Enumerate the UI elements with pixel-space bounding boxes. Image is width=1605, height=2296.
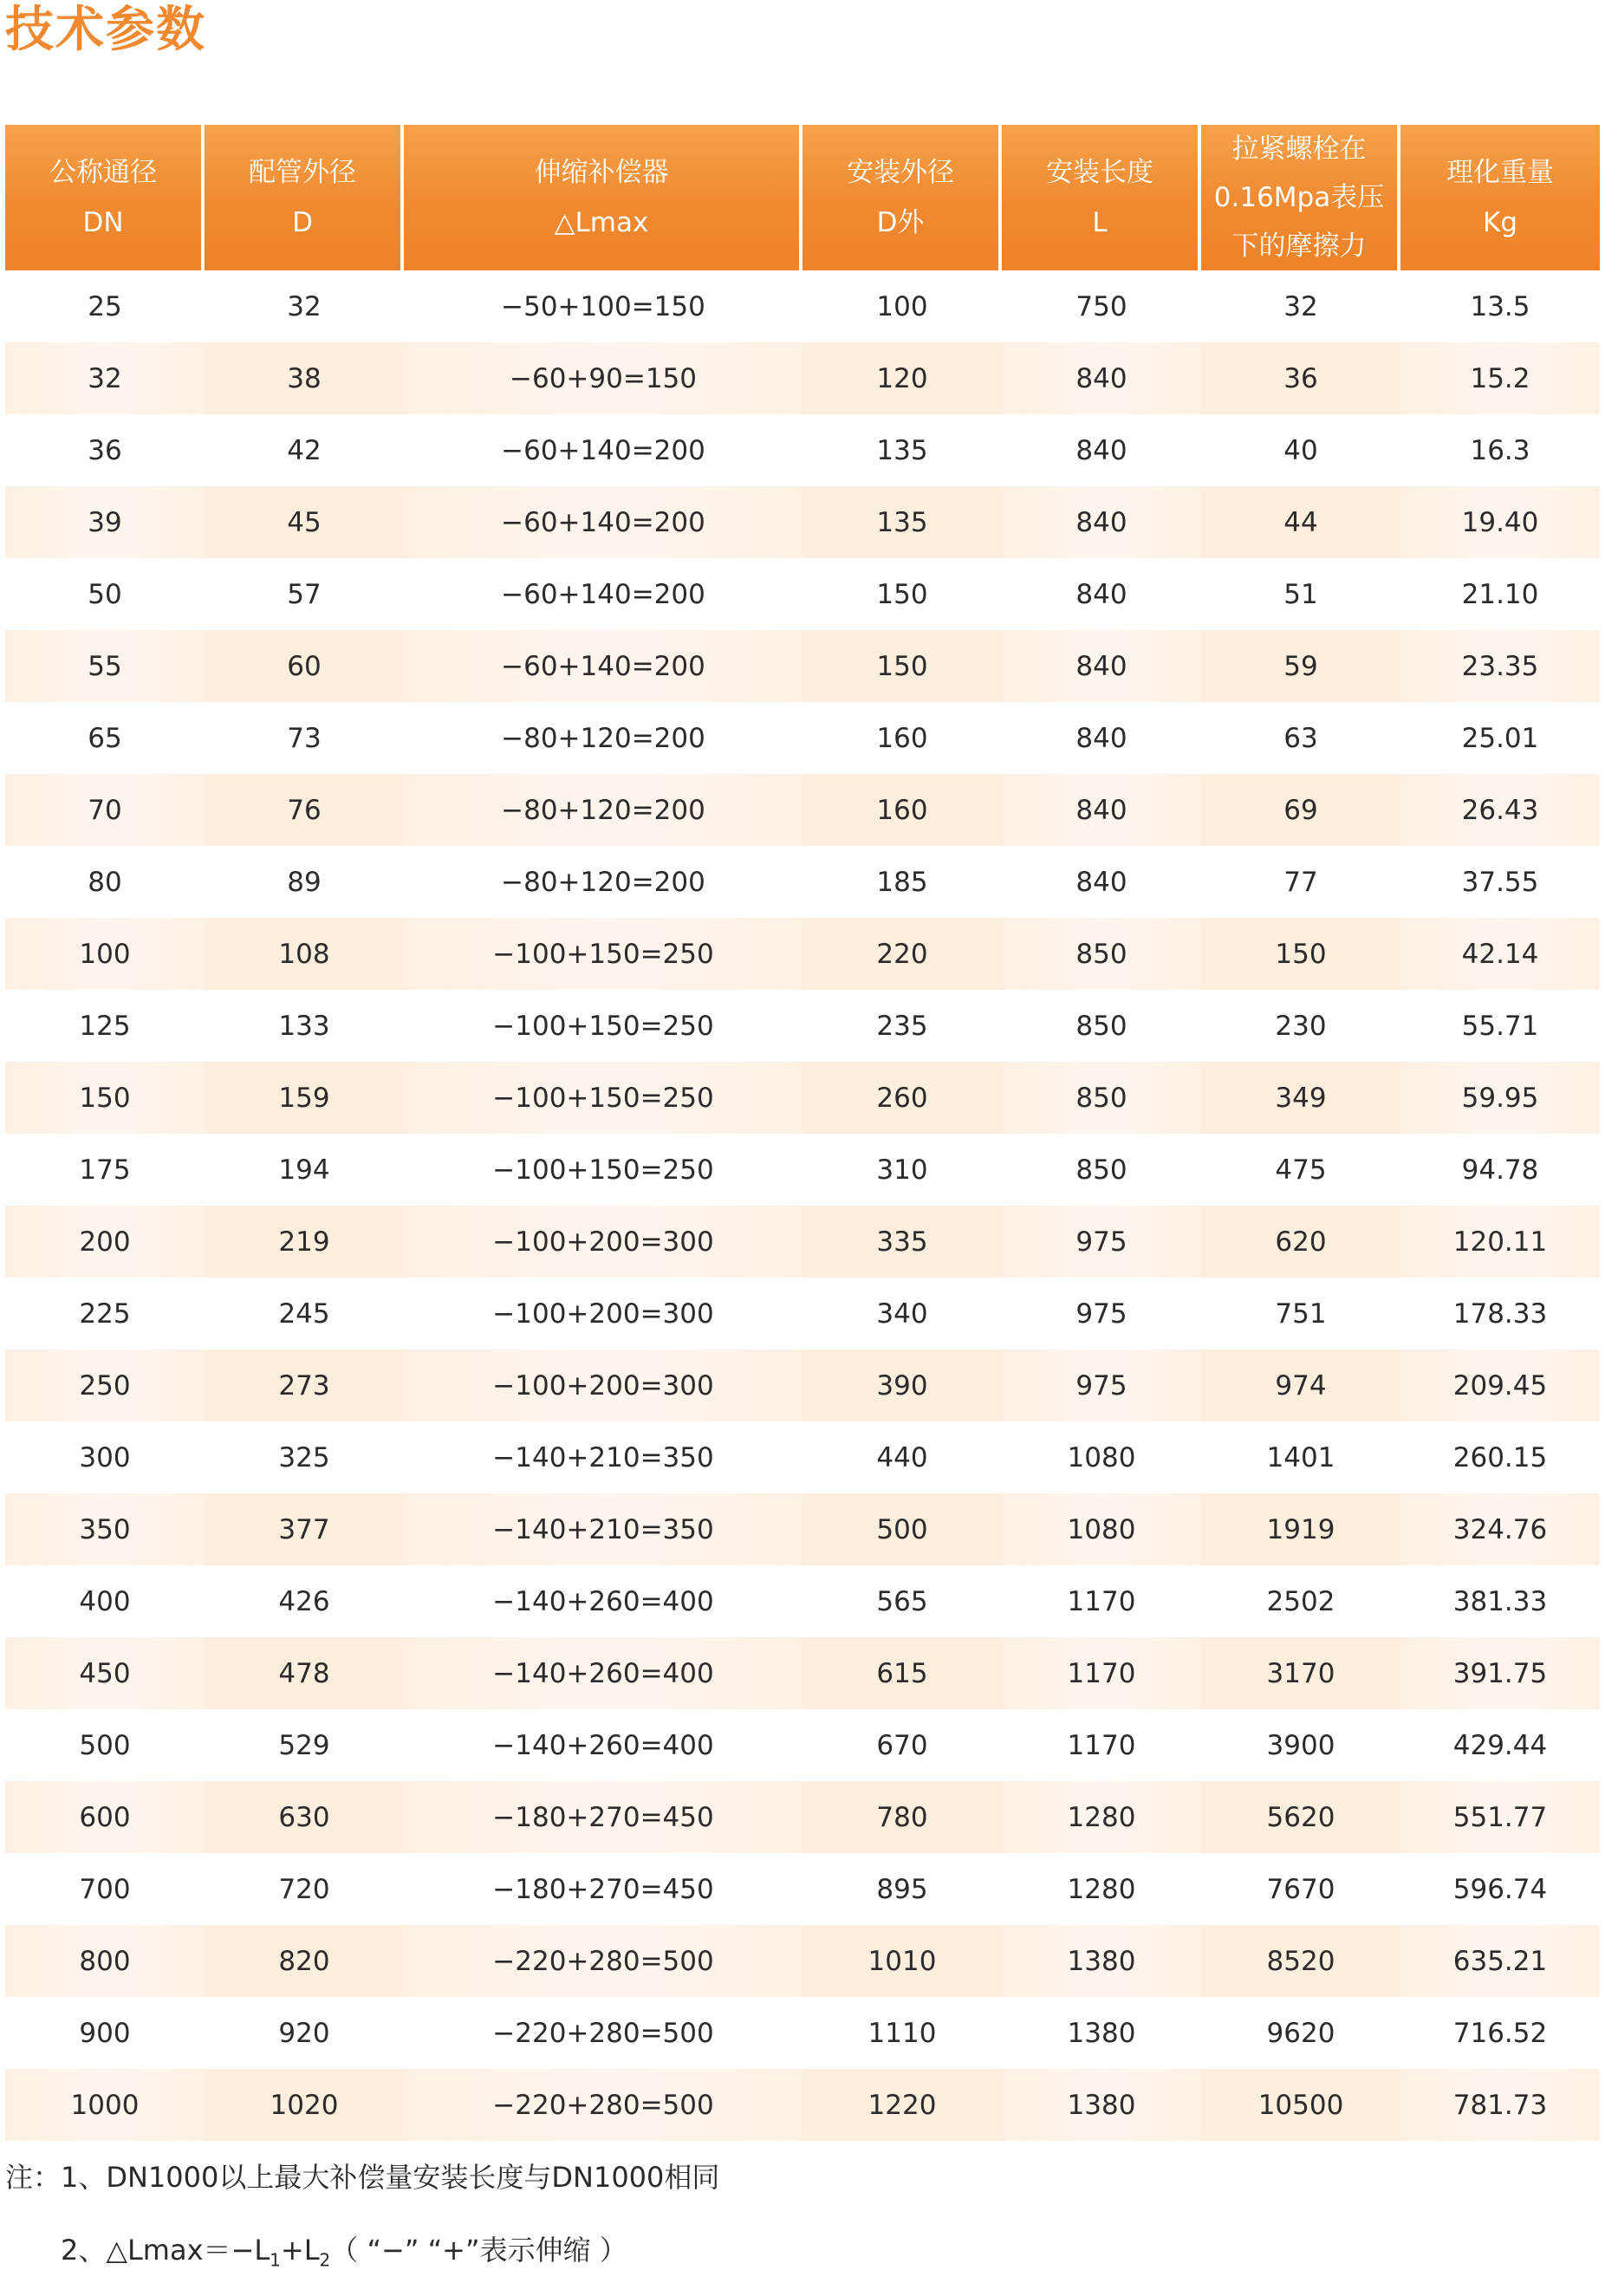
cell-weight: 21.10 xyxy=(1461,578,1539,610)
cell-weight: 324.76 xyxy=(1400,1493,1600,1565)
cell-friction: 10500 xyxy=(1201,2069,1400,2141)
cell-weight: 209.45 xyxy=(1400,1350,1600,1421)
cell-compensation: −140+260=400 xyxy=(492,1729,714,1761)
table-row xyxy=(5,990,1600,1062)
cell-pipe-od: 76 xyxy=(205,774,404,846)
cell-compensation: −140+210=350 xyxy=(404,1493,802,1565)
cell-friction: 77 xyxy=(1283,866,1318,898)
cell-install-od: 1110 xyxy=(867,2017,937,2049)
cell-friction: 349 xyxy=(1201,1062,1400,1134)
cell-install-od: 500 xyxy=(802,1493,1002,1565)
cell-compensation: −60+90=150 xyxy=(404,342,802,414)
cell-dn: 36 xyxy=(88,434,122,466)
header-label: 安装长度 xyxy=(1046,157,1153,188)
header-install-length xyxy=(1002,125,1201,270)
cell-weight: 381.33 xyxy=(1452,1585,1548,1617)
table-row xyxy=(5,1853,1600,1925)
cell-dn: 900 xyxy=(79,2017,131,2049)
cell-dn: 150 xyxy=(5,1062,205,1134)
cell-friction: 1919 xyxy=(1201,1493,1400,1565)
header-unit: Kg xyxy=(1482,207,1517,238)
cell-install-od: 235 xyxy=(876,1010,928,1042)
cell-install-od: 150 xyxy=(802,630,1002,702)
cell-friction: 751 xyxy=(1275,1298,1327,1330)
header-label: 公称通径 xyxy=(49,157,157,188)
cell-compensation: −220+280=500 xyxy=(492,2017,714,2049)
cell-install-od: 135 xyxy=(802,486,1002,558)
cell-weight: 26.43 xyxy=(1400,774,1600,846)
cell-pipe-od: 273 xyxy=(205,1350,404,1421)
table-row xyxy=(5,1350,1600,1421)
table-row xyxy=(5,1493,1600,1565)
cell-install-length: 850 xyxy=(1002,918,1201,990)
cell-pipe-od: 159 xyxy=(205,1062,404,1134)
cell-pipe-od: 377 xyxy=(205,1493,404,1565)
table-row xyxy=(5,1997,1600,2069)
cell-pipe-od: 57 xyxy=(287,578,322,610)
cell-compensation: −100+150=250 xyxy=(492,1154,714,1186)
table-row xyxy=(5,1637,1600,1709)
cell-weight: 25.01 xyxy=(1461,722,1539,754)
cell-weight: 391.75 xyxy=(1400,1637,1600,1709)
cell-compensation: −100+150=250 xyxy=(404,1062,802,1134)
cell-compensation: −140+210=350 xyxy=(492,1441,714,1473)
header-label: 伸缩补偿器 xyxy=(534,157,669,188)
cell-install-od: 310 xyxy=(876,1154,928,1186)
note-1: 注：1、DN1000以上最大补偿量安装长度与DN1000相同 xyxy=(5,2161,720,2194)
cell-weight: 429.44 xyxy=(1452,1729,1548,1761)
cell-install-od: 390 xyxy=(802,1350,1002,1421)
header-install-od xyxy=(802,125,1002,270)
table-row xyxy=(5,414,1600,486)
cell-install-length: 1380 xyxy=(1067,2017,1136,2049)
cell-install-length: 840 xyxy=(1075,866,1127,898)
cell-weight: 716.52 xyxy=(1452,2017,1548,2049)
table-row xyxy=(5,1781,1600,1853)
cell-compensation: −60+140=200 xyxy=(404,486,802,558)
header-unit: D外 xyxy=(876,207,925,238)
cell-friction: 2502 xyxy=(1266,1585,1335,1617)
cell-dn: 175 xyxy=(79,1154,131,1186)
cell-compensation: −180+270=450 xyxy=(404,1781,802,1853)
cell-dn: 70 xyxy=(5,774,205,846)
table-row xyxy=(5,342,1600,414)
cell-compensation: −60+140=200 xyxy=(501,578,705,610)
cell-friction: 150 xyxy=(1201,918,1400,990)
cell-friction: 620 xyxy=(1201,1206,1400,1278)
cell-dn: 50 xyxy=(88,578,122,610)
cell-install-length: 1380 xyxy=(1002,1925,1201,1997)
table-body xyxy=(5,270,1600,2141)
cell-friction: 230 xyxy=(1275,1010,1327,1042)
cell-pipe-od: 820 xyxy=(205,1925,404,1997)
cell-pipe-od: 325 xyxy=(278,1441,330,1473)
cell-pipe-od: 426 xyxy=(278,1585,330,1617)
cell-pipe-od: 38 xyxy=(205,342,404,414)
cell-install-length: 1170 xyxy=(1067,1585,1136,1617)
cell-friction: 69 xyxy=(1201,774,1400,846)
page-title: 技术参数 xyxy=(5,2,206,58)
cell-pipe-od: 478 xyxy=(205,1637,404,1709)
cell-compensation: −180+270=450 xyxy=(492,1873,714,1905)
cell-dn: 25 xyxy=(88,290,122,322)
header-unit: L xyxy=(1092,207,1108,238)
table-row xyxy=(5,1206,1600,1278)
cell-install-length: 840 xyxy=(1002,486,1201,558)
cell-install-length: 840 xyxy=(1075,578,1127,610)
cell-compensation: −100+150=250 xyxy=(404,918,802,990)
header-dn xyxy=(5,125,205,270)
cell-pipe-od: 32 xyxy=(287,290,322,322)
cell-friction: 44 xyxy=(1201,486,1400,558)
cell-friction: 1401 xyxy=(1266,1441,1335,1473)
header-label: 安装外径 xyxy=(847,157,954,188)
cell-weight: 13.5 xyxy=(1470,290,1530,322)
table-row xyxy=(5,774,1600,846)
cell-install-length: 975 xyxy=(1002,1206,1201,1278)
cell-friction: 9620 xyxy=(1266,2017,1335,2049)
cell-pipe-od: 194 xyxy=(278,1154,330,1186)
notes xyxy=(5,2141,719,2296)
cell-install-od: 895 xyxy=(876,1873,928,1905)
cell-weight: 19.40 xyxy=(1400,486,1600,558)
cell-install-od: 670 xyxy=(876,1729,928,1761)
cell-compensation: −60+140=200 xyxy=(404,630,802,702)
table-row xyxy=(5,918,1600,990)
header-unit: D xyxy=(292,207,313,238)
cell-pipe-od: 219 xyxy=(205,1206,404,1278)
header-compensation xyxy=(404,125,802,270)
table-row xyxy=(5,1062,1600,1134)
cell-dn: 300 xyxy=(79,1441,131,1473)
table-row xyxy=(5,270,1600,342)
cell-dn: 100 xyxy=(5,918,205,990)
cell-dn: 55 xyxy=(5,630,205,702)
cell-weight: 15.2 xyxy=(1400,342,1600,414)
cell-install-od: 1220 xyxy=(802,2069,1002,2141)
cell-install-od: 565 xyxy=(876,1585,928,1617)
cell-friction: 63 xyxy=(1283,722,1318,754)
cell-install-od: 440 xyxy=(876,1441,928,1473)
cell-weight: 94.78 xyxy=(1461,1154,1539,1186)
cell-pipe-od: 245 xyxy=(278,1298,330,1330)
table-row xyxy=(5,2069,1600,2141)
cell-pipe-od: 73 xyxy=(287,722,322,754)
cell-weight: 42.14 xyxy=(1400,918,1600,990)
cell-install-length: 840 xyxy=(1002,342,1201,414)
table-row xyxy=(5,630,1600,702)
header-pipe-od xyxy=(205,125,404,270)
cell-install-length: 1080 xyxy=(1002,1493,1201,1565)
cell-weight: 55.71 xyxy=(1461,1010,1539,1042)
cell-install-od: 185 xyxy=(876,866,928,898)
table-row xyxy=(5,558,1600,630)
cell-compensation: −100+200=300 xyxy=(492,1298,714,1330)
cell-weight: 178.33 xyxy=(1452,1298,1548,1330)
cell-install-od: 780 xyxy=(802,1781,1002,1853)
cell-install-od: 120 xyxy=(802,342,1002,414)
cell-pipe-od: 60 xyxy=(205,630,404,702)
cell-dn: 600 xyxy=(5,1781,205,1853)
cell-install-length: 975 xyxy=(1075,1298,1127,1330)
cell-install-length: 1080 xyxy=(1067,1441,1136,1473)
cell-friction: 36 xyxy=(1201,342,1400,414)
header-label-line3: 下的摩擦力 xyxy=(1231,231,1367,262)
cell-dn: 250 xyxy=(5,1350,205,1421)
table-header-row xyxy=(5,125,1600,270)
cell-friction: 3900 xyxy=(1266,1729,1335,1761)
cell-install-length: 840 xyxy=(1002,630,1201,702)
cell-install-length: 840 xyxy=(1075,434,1127,466)
cell-friction: 59 xyxy=(1201,630,1400,702)
cell-pipe-od: 108 xyxy=(205,918,404,990)
cell-pipe-od: 529 xyxy=(278,1729,330,1761)
cell-compensation: −140+260=400 xyxy=(404,1637,802,1709)
cell-weight: 37.55 xyxy=(1461,866,1539,898)
cell-friction: 8520 xyxy=(1201,1925,1400,1997)
cell-install-length: 1280 xyxy=(1067,1873,1136,1905)
cell-install-od: 100 xyxy=(876,290,928,322)
cell-install-length: 750 xyxy=(1075,290,1127,322)
cell-pipe-od: 133 xyxy=(278,1010,330,1042)
cell-install-od: 220 xyxy=(802,918,1002,990)
header-label: 配管外径 xyxy=(249,157,356,188)
cell-friction: 974 xyxy=(1201,1350,1400,1421)
cell-dn: 1000 xyxy=(5,2069,205,2141)
cell-compensation: −140+260=400 xyxy=(492,1585,714,1617)
cell-dn: 450 xyxy=(5,1637,205,1709)
table-row xyxy=(5,1709,1600,1781)
cell-compensation: −60+140=200 xyxy=(501,434,705,466)
cell-compensation: −220+280=500 xyxy=(404,1925,802,1997)
cell-weight: 23.35 xyxy=(1400,630,1600,702)
cell-compensation: −100+150=250 xyxy=(492,1010,714,1042)
cell-weight: 16.3 xyxy=(1470,434,1530,466)
cell-weight: 59.95 xyxy=(1400,1062,1600,1134)
cell-install-length: 975 xyxy=(1002,1350,1201,1421)
cell-dn: 39 xyxy=(5,486,205,558)
cell-dn: 32 xyxy=(5,342,205,414)
cell-dn: 200 xyxy=(5,1206,205,1278)
cell-install-length: 840 xyxy=(1002,774,1201,846)
cell-dn: 350 xyxy=(5,1493,205,1565)
table-row xyxy=(5,1278,1600,1350)
cell-install-length: 850 xyxy=(1075,1154,1127,1186)
cell-compensation: −100+200=300 xyxy=(404,1350,802,1421)
cell-weight: 596.74 xyxy=(1452,1873,1548,1905)
cell-friction: 32 xyxy=(1283,290,1318,322)
table-row xyxy=(5,1134,1600,1206)
cell-install-length: 1380 xyxy=(1002,2069,1201,2141)
table-row xyxy=(5,1925,1600,1997)
cell-dn: 125 xyxy=(79,1010,131,1042)
cell-weight: 120.11 xyxy=(1400,1206,1600,1278)
cell-install-od: 615 xyxy=(802,1637,1002,1709)
cell-weight: 260.15 xyxy=(1452,1441,1548,1473)
cell-pipe-od: 920 xyxy=(278,2017,330,2049)
cell-install-length: 1170 xyxy=(1002,1637,1201,1709)
cell-pipe-od: 42 xyxy=(287,434,322,466)
header-weight xyxy=(1400,125,1600,270)
cell-install-od: 335 xyxy=(802,1206,1002,1278)
cell-friction: 3170 xyxy=(1201,1637,1400,1709)
header-friction xyxy=(1201,125,1400,270)
cell-pipe-od: 720 xyxy=(278,1873,330,1905)
table-row xyxy=(5,486,1600,558)
cell-dn: 700 xyxy=(79,1873,131,1905)
cell-dn: 400 xyxy=(79,1585,131,1617)
cell-install-od: 160 xyxy=(876,722,928,754)
cell-install-od: 1010 xyxy=(802,1925,1002,1997)
note-2: 2、$\triangle Lmax=-L_1+L_2$（ “−” “+”表示伸缩 ） xyxy=(61,2234,627,2271)
header-label: 拉紧螺栓在 xyxy=(1231,133,1367,165)
cell-pipe-od: 89 xyxy=(287,866,322,898)
cell-compensation: −50+100=150 xyxy=(501,290,705,322)
cell-dn: 800 xyxy=(5,1925,205,1997)
spec-table xyxy=(5,125,1600,2141)
cell-install-length: 1170 xyxy=(1067,1729,1136,1761)
cell-pipe-od: 1020 xyxy=(205,2069,404,2141)
cell-install-od: 260 xyxy=(802,1062,1002,1134)
cell-dn: 500 xyxy=(79,1729,131,1761)
header-label-line2: 0.16Mpa表压 xyxy=(1213,182,1385,213)
cell-install-length: 850 xyxy=(1002,1062,1201,1134)
cell-friction: 51 xyxy=(1283,578,1318,610)
cell-compensation: −100+200=300 xyxy=(404,1206,802,1278)
cell-compensation: −80+120=200 xyxy=(501,722,705,754)
cell-compensation: −80+120=200 xyxy=(501,866,705,898)
cell-install-length: 1280 xyxy=(1002,1781,1201,1853)
cell-friction: 5620 xyxy=(1201,1781,1400,1853)
cell-friction: 40 xyxy=(1283,434,1318,466)
cell-install-od: 135 xyxy=(876,434,928,466)
cell-pipe-od: 630 xyxy=(205,1781,404,1853)
cell-install-length: 850 xyxy=(1075,1010,1127,1042)
cell-pipe-od: 45 xyxy=(205,486,404,558)
table-row xyxy=(5,1421,1600,1493)
cell-compensation: −220+280=500 xyxy=(404,2069,802,2141)
cell-dn: 225 xyxy=(79,1298,131,1330)
table-row xyxy=(5,1565,1600,1637)
table-row xyxy=(5,702,1600,774)
cell-weight: 635.21 xyxy=(1400,1925,1600,1997)
cell-weight: 781.73 xyxy=(1400,2069,1600,2141)
cell-dn: 65 xyxy=(88,722,122,754)
cell-friction: 7670 xyxy=(1266,1873,1335,1905)
header-unit: DN xyxy=(82,207,124,238)
cell-install-od: 340 xyxy=(876,1298,928,1330)
cell-dn: 80 xyxy=(88,866,122,898)
cell-install-length: 840 xyxy=(1075,722,1127,754)
header-label: 理化重量 xyxy=(1446,157,1554,188)
cell-install-od: 160 xyxy=(802,774,1002,846)
header-unit: △Lmax xyxy=(554,207,649,238)
table-row xyxy=(5,846,1600,918)
cell-compensation: −80+120=200 xyxy=(404,774,802,846)
cell-friction: 475 xyxy=(1275,1154,1327,1186)
cell-weight: 551.77 xyxy=(1400,1781,1600,1853)
cell-install-od: 150 xyxy=(876,578,928,610)
